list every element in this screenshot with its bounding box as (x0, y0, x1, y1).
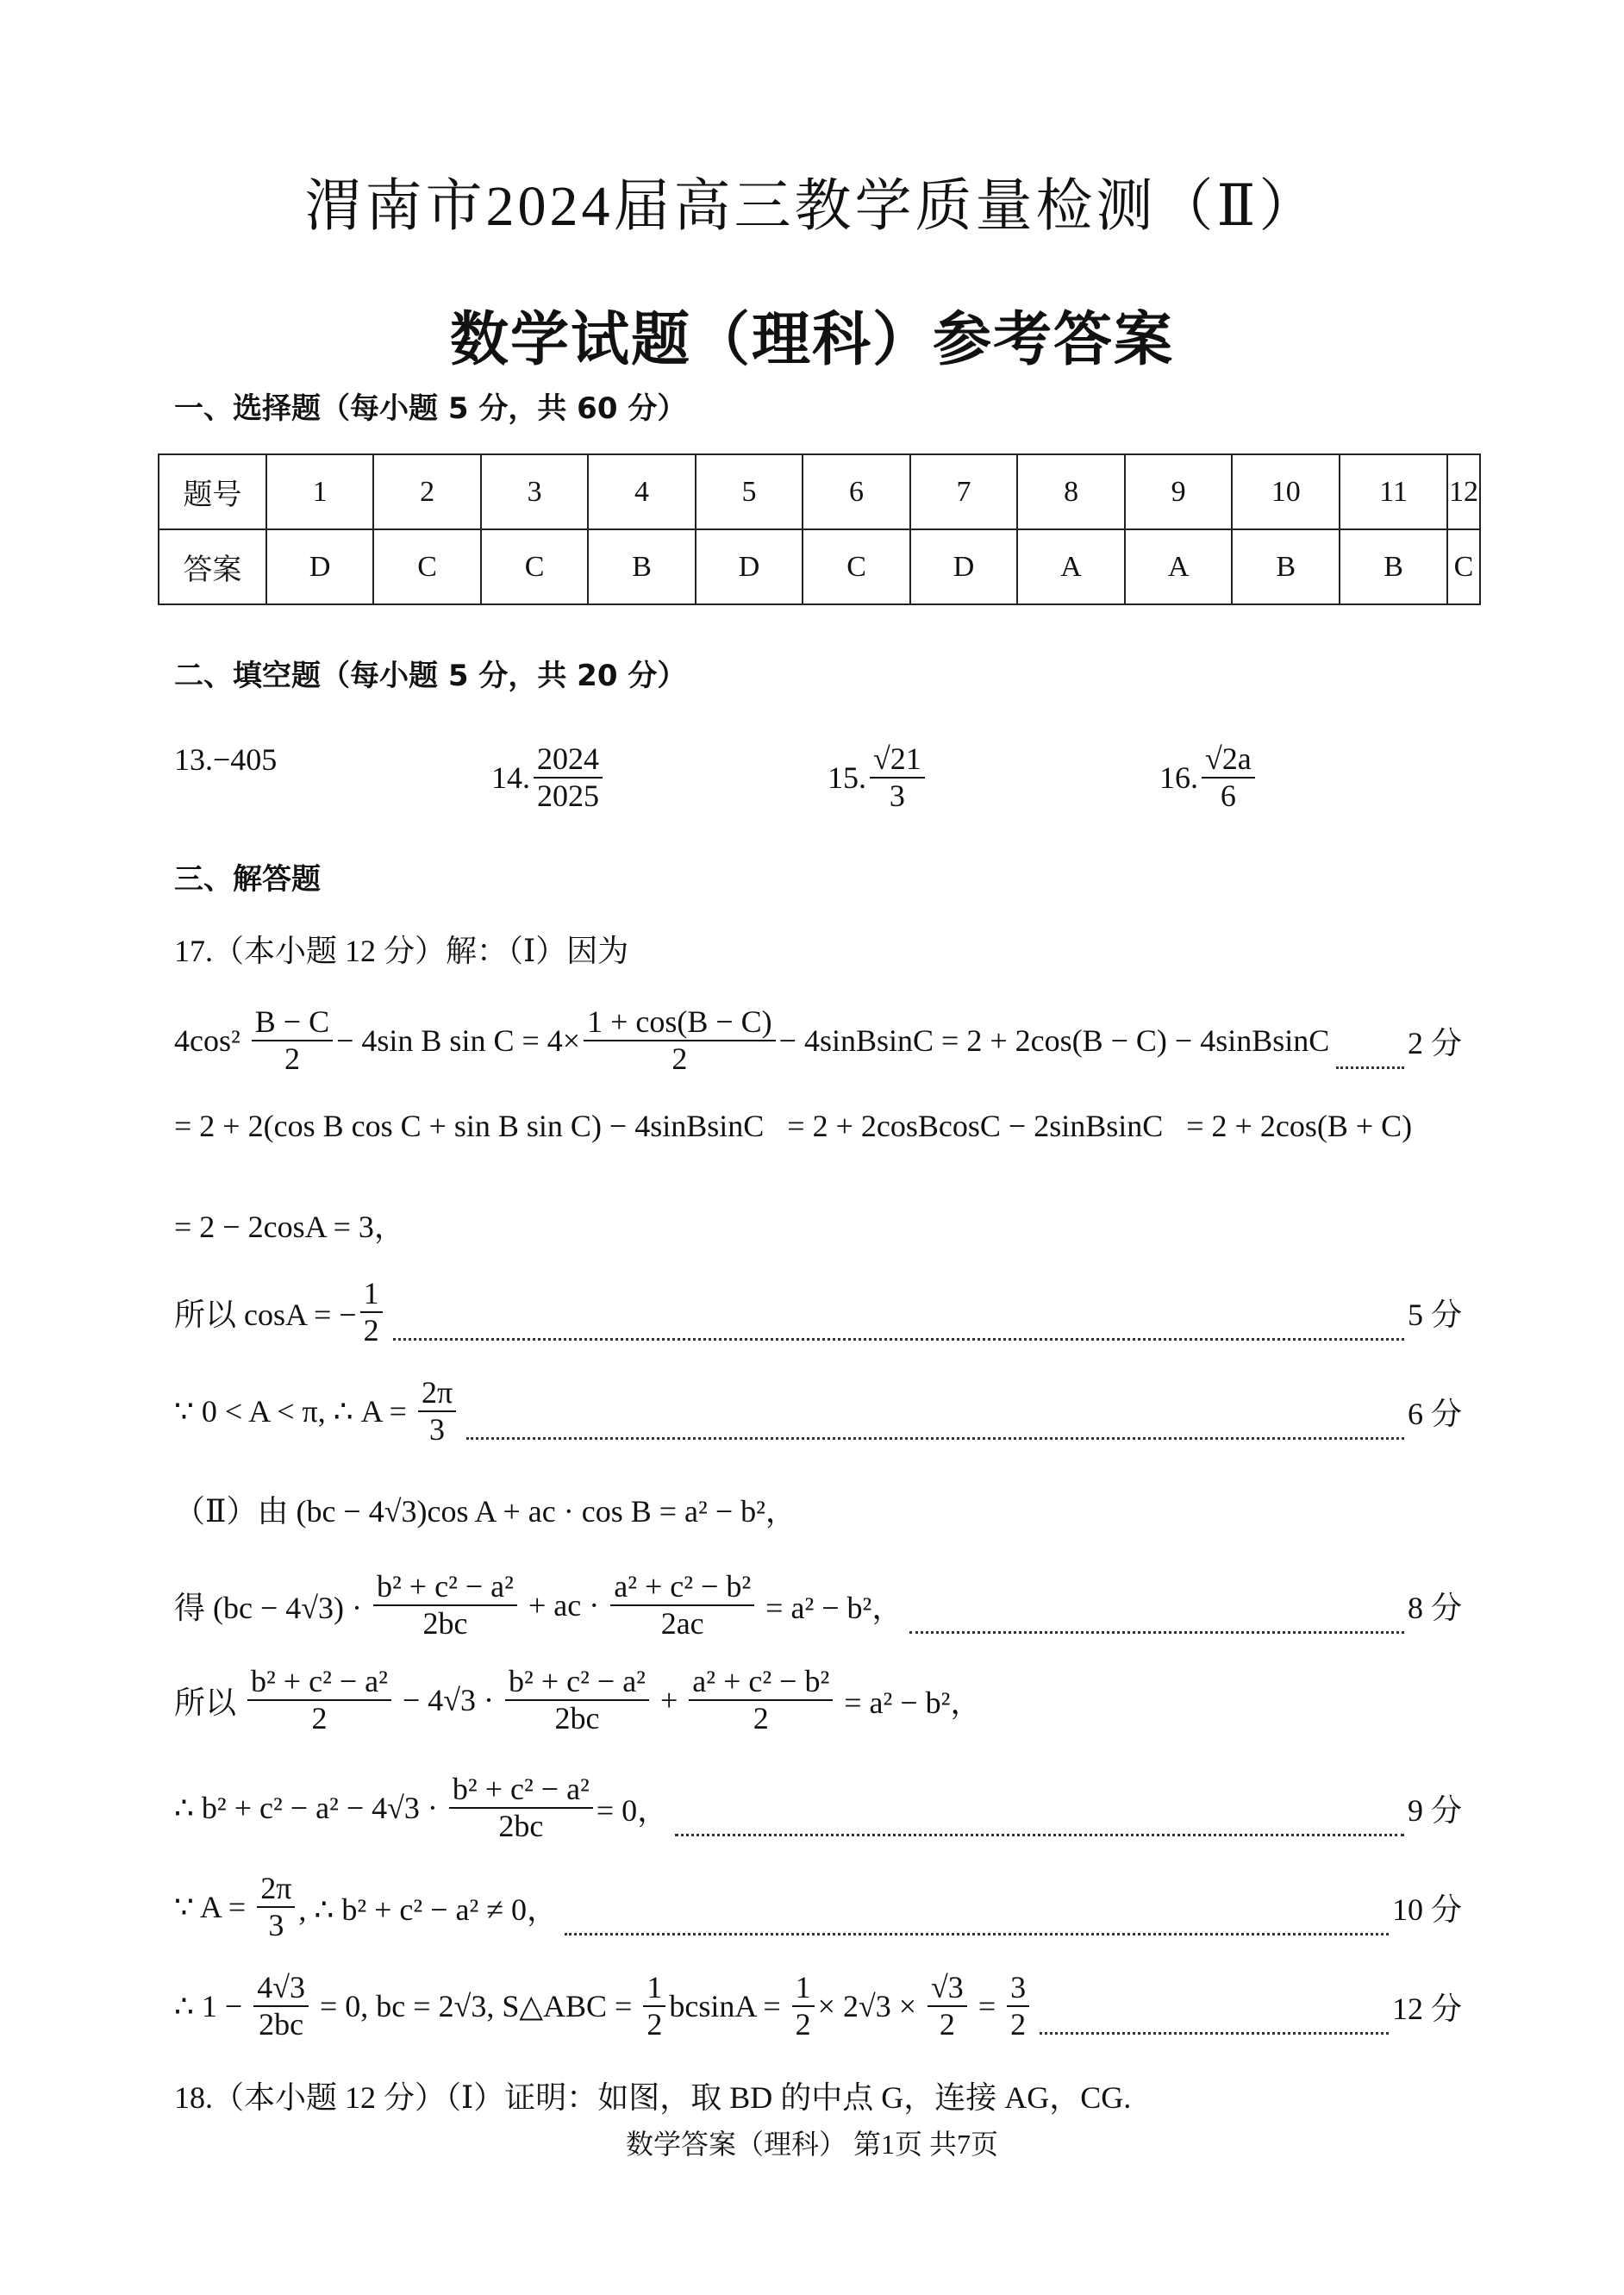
solution-line (174, 1487, 1462, 1531)
denominator: 2ac (660, 1606, 704, 1642)
math-text: 得 (bc − 4√3) · (174, 1590, 371, 1625)
document-subtitle: 数学试题（理科）参考答案 (449, 306, 1174, 374)
question-number: 4 (588, 454, 695, 529)
denominator: 2 (311, 1701, 328, 1736)
math-text: = 0， (596, 1792, 669, 1828)
fraction (534, 741, 603, 815)
answer-cell: B (1232, 529, 1340, 604)
numerator: 4√3 (253, 1970, 309, 2007)
fraction (1202, 741, 1255, 815)
numerator: √3 (928, 1970, 967, 2007)
fraction (247, 1664, 391, 1737)
math-text: 17.（本小题 12 分）解：（Ⅰ）因为 (174, 934, 629, 968)
question-number: 7 (910, 454, 1018, 529)
question-number: 2 (373, 454, 480, 529)
score-label: 12 分 (1391, 1991, 1462, 2026)
math-text: = 0, bc = 2√3, S△ABC = (311, 1989, 640, 2024)
answer-cell: D (266, 529, 374, 604)
math-text: （Ⅱ）由 (bc − 4√3)cos A + ac · cos B = a² − b²， (174, 1494, 796, 1529)
solution-line (174, 1276, 1462, 1349)
numerator: a² + c² − b² (689, 1664, 833, 1701)
solution-line (174, 1772, 1462, 1845)
denominator: 2025 (537, 779, 599, 814)
fraction (505, 1664, 649, 1737)
numerator: b² + c² − a² (247, 1664, 391, 1701)
solution-line (174, 1203, 1462, 1247)
math-text: × 2√3 × (817, 1989, 925, 2024)
numerator: 1 (643, 1970, 665, 2007)
math-text: 所以 (174, 1685, 245, 1720)
document-title: 渭南市2024届高三教学质量检测（Ⅱ） (304, 175, 1320, 238)
math-text: ∴ b² + c² − a² − 4√3 · (174, 1791, 446, 1826)
fill-answer (491, 741, 606, 815)
solution-line (174, 1108, 1462, 1144)
math-text: = a² − b²， (758, 1590, 903, 1625)
fraction (1007, 1970, 1029, 2043)
numerator: b² + c² − a² (449, 1772, 593, 1809)
fraction (373, 1569, 517, 1642)
answer-cell: D (696, 529, 803, 604)
dotted-leader (909, 1630, 1404, 1634)
fraction (252, 1004, 333, 1078)
solution-line (174, 1375, 1462, 1448)
fraction (584, 1004, 776, 1078)
question-number: 12 (1447, 454, 1480, 529)
denominator: 6 (1220, 779, 1236, 814)
fraction (360, 1276, 383, 1349)
question-number: 11 (1340, 454, 1447, 529)
fraction (792, 1970, 815, 2043)
numerator: 2π (418, 1375, 456, 1412)
score-label: 9 分 (1407, 1792, 1462, 1828)
row-label: 题号 (159, 454, 266, 529)
solution-line (174, 1569, 1462, 1642)
numerator: 1 + cos(B − C) (584, 1004, 776, 1041)
numerator: a² + c² − b² (610, 1569, 754, 1606)
question-label: 14. (491, 760, 530, 796)
table-row-answers (159, 529, 1480, 604)
dotted-leader (565, 1932, 1389, 1935)
denominator: 2 (671, 1041, 688, 1077)
question-label: 13. (174, 742, 213, 777)
numerator: B − C (252, 1004, 333, 1041)
math-text: ∵ 0 < A < π, ∴ A = (174, 1394, 415, 1429)
question-label: 15. (828, 760, 866, 796)
numerator: b² + c² − a² (505, 1664, 649, 1701)
solution-line (174, 1004, 1462, 1078)
math-text: + (652, 1683, 686, 1718)
math-text: + ac · (520, 1588, 608, 1623)
fraction (449, 1772, 593, 1845)
math-text: 18.（本小题 12 分）（Ⅰ）证明：如图，取 BD 的中点 G，连接 AG，CG. (174, 2080, 1132, 2115)
score-label: 2 分 (1407, 1025, 1462, 1060)
denominator: 2 (1010, 2007, 1027, 2042)
answer-cell: A (1125, 529, 1233, 604)
fill-answer (174, 741, 277, 778)
numerator: 2024 (534, 741, 603, 779)
fraction (643, 1970, 665, 2043)
answer-cell: C (803, 529, 909, 604)
fraction (610, 1569, 754, 1642)
section-heading-fill: 二、填空题（每小题 5 分，共 20 分） (174, 659, 687, 693)
question-number: 1 (266, 454, 374, 529)
math-text: , ∴ b² + c² − a² ≠ 0， (298, 1892, 559, 1927)
answer-cell: A (1017, 529, 1125, 604)
question-number: 10 (1232, 454, 1340, 529)
dotted-leader (1040, 2031, 1389, 2035)
question-number: 5 (696, 454, 803, 529)
numerator: b² + c² − a² (373, 1569, 517, 1606)
fraction (253, 1970, 309, 2043)
denominator: 3 (889, 779, 905, 814)
math-text: − 4sinBsinC = 2 + 2cos(B − C) − 4sinBsinC (778, 1023, 1330, 1059)
math-text: = (970, 1989, 1004, 2024)
denominator: 2 (363, 1313, 379, 1348)
fill-answer (828, 741, 928, 815)
math-text: = 2 + 2(cos B cos C + sin B sin C) − 4sinBsinC = 2 + 2cosBcosC − 2sinBsinC = 2 + 2cos(B + C) (174, 1109, 1413, 1143)
answer-cell: C (1447, 529, 1480, 604)
answer-cell: B (588, 529, 695, 604)
math-text: ∴ 1 − (174, 1989, 251, 2024)
math-text: = 2 − 2cosA = 3， (174, 1210, 405, 1244)
score-label: 6 分 (1407, 1396, 1462, 1431)
row-label: 答案 (159, 529, 266, 604)
question-number: 9 (1125, 454, 1233, 529)
answer-cell: D (910, 529, 1018, 604)
math-text: − 4√3 · (394, 1683, 503, 1718)
answer-cell: C (481, 529, 588, 604)
denominator: 2 (795, 2007, 811, 2042)
score-label: 5 分 (1407, 1297, 1462, 1332)
question-label: 16. (1159, 760, 1198, 796)
dotted-leader (393, 1337, 1404, 1341)
fill-answer (1159, 741, 1259, 815)
section-heading-solutions: 三、解答题 (174, 862, 321, 897)
denominator: 2 (646, 2007, 663, 2042)
numerator: 1 (360, 1276, 383, 1313)
denominator: 2bc (259, 2007, 304, 2042)
question-number: 6 (803, 454, 909, 529)
numerator: 1 (792, 1970, 815, 2007)
fraction (928, 1970, 967, 2043)
denominator: 2 (284, 1041, 300, 1077)
answer-cell: B (1340, 529, 1447, 604)
fraction (870, 741, 925, 815)
denominator: 3 (429, 1412, 446, 1448)
dotted-leader (1336, 1066, 1404, 1069)
fraction (257, 1871, 295, 1944)
section-heading-choice: 一、选择题（每小题 5 分，共 60 分） (174, 391, 687, 426)
math-text: 所以 cosA = − (174, 1297, 357, 1332)
solution-line (174, 1871, 1462, 1944)
page-footer: 数学答案（理科） 第1页 共7页 (625, 2129, 998, 2160)
math-text: = a² − b²， (836, 1685, 982, 1720)
dotted-leader (466, 1436, 1404, 1440)
denominator: 2bc (498, 1809, 544, 1844)
math-text: − 4sin B sin C = 4× (336, 1023, 581, 1059)
question-number: 8 (1017, 454, 1125, 529)
numerator: 2π (257, 1871, 295, 1908)
answer-value: −405 (213, 742, 278, 777)
denominator: 2 (939, 2007, 955, 2042)
numerator: 3 (1007, 1970, 1029, 2007)
fraction (689, 1664, 833, 1737)
solution-line (174, 1664, 1462, 1737)
math-text: ∵ A = (174, 1890, 254, 1925)
numerator: √2a (1202, 741, 1255, 779)
score-label: 8 分 (1407, 1590, 1462, 1625)
solution-line (174, 927, 1462, 971)
table-row-numbers (159, 454, 1480, 529)
dotted-leader (675, 1833, 1404, 1836)
question-number: 3 (481, 454, 588, 529)
math-text: 4cos² (174, 1023, 248, 1059)
denominator: 2bc (422, 1606, 468, 1642)
solution-line (174, 2073, 1462, 2117)
answer-cell: C (373, 529, 480, 604)
answer-table (158, 453, 1481, 605)
score-label: 10 分 (1391, 1892, 1462, 1927)
denominator: 3 (268, 1908, 284, 1943)
solution-line (174, 1970, 1462, 2043)
numerator: √21 (870, 741, 925, 779)
denominator: 2bc (554, 1701, 600, 1736)
denominator: 2 (753, 1701, 769, 1736)
fraction (418, 1375, 456, 1448)
math-text: bcsinA = (669, 1989, 789, 2024)
